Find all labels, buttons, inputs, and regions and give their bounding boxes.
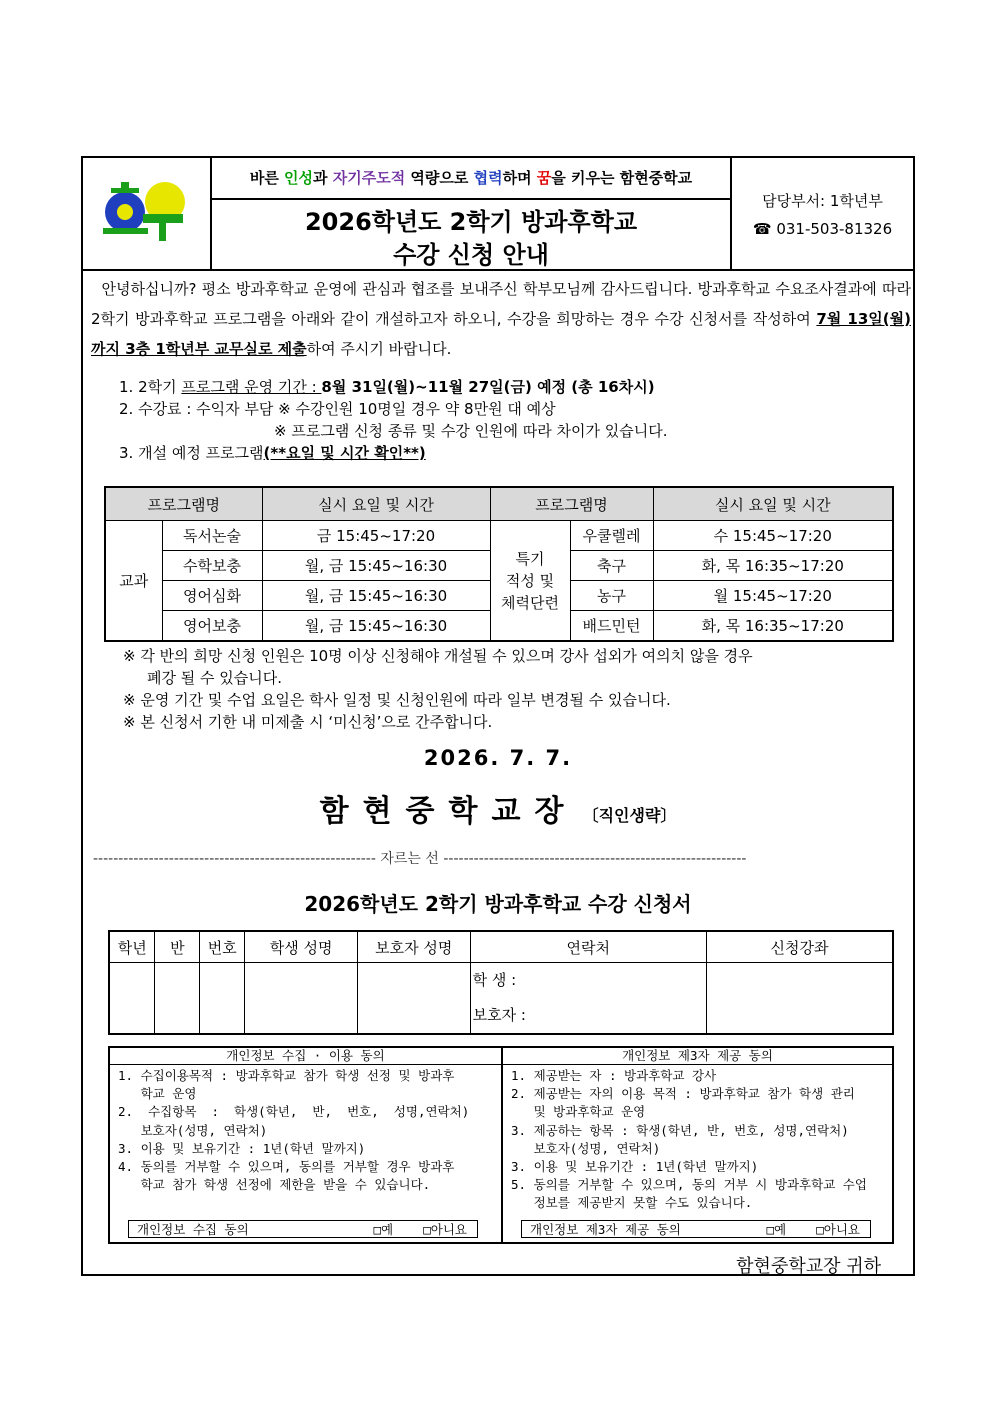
header-schedule-2: 실시 요일 및 시간 (653, 487, 893, 521)
motto-part: 협력 (473, 169, 503, 187)
program-name: 수학보충 (162, 551, 262, 581)
header-schedule: 실시 요일 및 시간 (262, 487, 490, 521)
school-motto (212, 158, 730, 200)
application-table (108, 930, 894, 1035)
application-header (109, 931, 893, 963)
cut-label: 자르는 선 (380, 851, 439, 867)
consent-collection-check (128, 1220, 478, 1238)
motto-part: 을 키우는 함현중학교 (551, 169, 693, 187)
col-class: 반 (155, 931, 200, 963)
program-name: 영어심화 (162, 581, 262, 611)
motto-part: 바른 (249, 169, 285, 187)
motto-part: 역량으로 (405, 169, 474, 187)
consent-line: 및 방과후학교 운영 (511, 1104, 646, 1120)
table-row (105, 521, 893, 551)
principal-name: 함현중학교장 (319, 794, 578, 829)
consent-collection-yes[interactable]: □예 (373, 1222, 394, 1237)
consent-line: 3. 이용 및 보유기간 : 1년(학년 말까지) (511, 1159, 759, 1175)
motto-part: 과 (313, 169, 333, 187)
grade-field[interactable] (109, 963, 155, 1035)
item-3 (119, 442, 899, 464)
application-row (109, 963, 893, 1035)
item-2-note: ※ 프로그램 신청 종류 및 수강 인원에 따라 차이가 있습니다. (274, 422, 668, 440)
phone-line (732, 220, 913, 238)
consent-collection-title: 개인정보 수집 · 이용 동의 (110, 1048, 501, 1065)
consent-third-party-no[interactable]: □아니요 (816, 1222, 860, 1237)
notice-title-line2: 수강 신청 안내 (393, 241, 549, 269)
col-number: 번호 (200, 931, 245, 963)
col-course: 신청강좌 (706, 931, 893, 963)
item-2: 2. 수강료 : 수익자 부담 ※ 수강인원 10명일 경우 약 8만원 대 예상 (119, 400, 556, 418)
seal-omitted: 〔직인생략〕 (582, 806, 677, 825)
parent-name-field[interactable] (357, 963, 470, 1035)
consent-line: 3. 제공하는 항목 : 학생(학년, 반, 번호, 성명,연락처) (511, 1122, 849, 1138)
program-time: 월, 금 15:45~16:30 (262, 581, 490, 611)
consent-collection (110, 1048, 503, 1242)
header-program-name: 프로그램명 (105, 487, 262, 521)
dept-label: 담당부서: 1학년부 (762, 192, 883, 210)
col-parent-name: 보호자 성명 (357, 931, 470, 963)
consent-line: 학교 참가 학생 선정에 제한을 받을 수 있습니다. (118, 1177, 431, 1193)
consent-third-party-label: 개인정보 제3자 제공 동의 (530, 1222, 681, 1237)
issue-date: 2026. 7. 7. (423, 746, 573, 770)
program-time: 수 15:45~17:20 (653, 521, 893, 551)
notice-title-line1: 2026학년도 2학기 방과후학교 (304, 208, 638, 236)
consent-line: 학교 운영 (118, 1086, 197, 1102)
consent-line: 4. 동의를 거부할 수 있으며, 동의를 거부할 경우 방과후 (118, 1159, 455, 1175)
info-items (119, 376, 899, 464)
consent-collection-label: 개인정보 수집 동의 (137, 1222, 249, 1237)
group-subject: 교과 (105, 521, 162, 642)
consent-line: 2. 수집항목 : 학생(학년, 반, 번호, 성명,연락처) (118, 1104, 470, 1120)
program-name: 독서논술 (162, 521, 262, 551)
group-line: 특기 (515, 549, 545, 568)
consent-third-party-title: 개인정보 제3자 제공 동의 (503, 1048, 892, 1065)
consent-collection-body (110, 1065, 501, 1194)
cut-dashes-right: ------------------------------------------------------------ (443, 851, 747, 867)
item-1-period: 8월 31일(월)~11월 27일(금) 예정 (총 16차시) (321, 378, 655, 396)
number-field[interactable] (200, 963, 245, 1035)
group-line: 체력단련 (501, 593, 559, 612)
note-2: ※ 운영 기간 및 수업 요일은 학사 일정 및 신청인원에 따라 일부 변경될 수 있습니다. (123, 691, 671, 709)
document-frame (81, 156, 915, 1276)
consent-line: 3. 이용 및 보유기간 : 1년(학년 말까지) (118, 1140, 366, 1156)
program-name: 우쿨렐레 (570, 521, 653, 551)
col-student-name: 학생 성명 (245, 931, 358, 963)
contact-field[interactable] (470, 963, 706, 1035)
consent-third-party-check (521, 1220, 871, 1238)
program-name: 배드민턴 (570, 611, 653, 642)
phone-icon: ☎ (752, 220, 772, 238)
consent-collection-no[interactable]: □아니요 (423, 1222, 467, 1237)
student-name-field[interactable] (245, 963, 358, 1035)
program-time: 화, 목 16:35~17:20 (653, 611, 893, 642)
program-time: 월 15:45~17:20 (653, 581, 893, 611)
addressee: 함현중학교장 귀하 (736, 1256, 881, 1277)
consent-third-party-yes[interactable]: □예 (766, 1222, 787, 1237)
logo-cell (83, 158, 212, 269)
motto-part: 하며 (502, 169, 537, 187)
motto-part: 꿈 (536, 169, 552, 187)
intro-paragraph (91, 274, 911, 364)
school-logo (83, 158, 210, 269)
program-time: 월, 금 15:45~16:30 (262, 611, 490, 642)
notes (123, 645, 903, 733)
motto-part: 자기주도적 (332, 169, 406, 187)
consent-line: 정보를 제공받지 못할 수도 있습니다. (511, 1195, 753, 1211)
note-1: ※ 각 반의 희망 신청 인원은 10명 이상 신청해야 개설될 수 있으며 강사 섭외가 여의치 않을 경우 (123, 647, 753, 665)
note-1-cont: 폐강 될 수 있습니다. (147, 669, 282, 687)
header-program-name-2: 프로그램명 (490, 487, 653, 521)
program-name: 축구 (570, 551, 653, 581)
cut-dashes-left: -------------------------------------------------------- (93, 851, 376, 867)
class-field[interactable] (155, 963, 200, 1035)
phone-number: 031-503-81326 (776, 220, 893, 238)
intro-text-end: 하여 주시기 바랍니다. (306, 340, 452, 358)
col-contact: 연락처 (470, 931, 706, 963)
intro-deadline: 7월 13일(월)까지 3층 1학년부 교무실로 제출 (91, 310, 911, 358)
item-1-label: 프로그램 운영 기간 : (181, 378, 322, 396)
contact-parent-label: 보호자 : (472, 1006, 526, 1024)
program-time: 금 15:45~17:20 (262, 521, 490, 551)
dept-cell (732, 158, 913, 269)
consent-third-party (503, 1048, 892, 1242)
principal-signature (83, 786, 913, 830)
consent-line: 보호자(성명, 연락처) (118, 1122, 268, 1138)
consent-third-party-body (503, 1065, 892, 1213)
consent-line: 5. 동의를 거부할 수 있으며, 동의 거부 시 방과후학교 수업 (511, 1177, 867, 1193)
intro-text: 안녕하십니까? 평소 방과후학교 운영에 관심과 협조를 보내주신 학부모님께 감사드립니다. 방과후학교 수요조사결과에 따라 2학기 방과후학교 프로그램을 아래와 같이 개설하고자 하오니, 수강을 희망하는 경우 수강 신청서를 작성하여 (91, 280, 911, 328)
consent-line: 보호자(성명, 연락처) (511, 1140, 661, 1156)
consent-line: 1. 제공받는 자 : 방과후학교 강사 (511, 1068, 717, 1083)
contact-student-label: 학 생 : (472, 971, 517, 989)
program-name: 농구 (570, 581, 653, 611)
form-title: 2026학년도 2학기 방과후학교 수강 신청서 (304, 892, 692, 916)
note-3: ※ 본 신청서 기한 내 미제출 시 ‘미신청’으로 간주합니다. (123, 713, 493, 731)
cut-line (93, 848, 908, 868)
program-table-header (105, 487, 893, 521)
consent-line: 2. 제공받는 자의 이용 목적 : 방과후학교 참가 학생 관리 (511, 1086, 855, 1102)
program-table (104, 486, 894, 642)
consent-box (108, 1046, 894, 1244)
item-3-emphasis: (**요일 및 시간 확인**) (263, 444, 426, 462)
program-name: 영어보충 (162, 611, 262, 642)
item-3-label: 3. 개설 예정 프로그램 (119, 444, 264, 462)
header (83, 158, 913, 271)
program-time: 월, 금 15:45~16:30 (262, 551, 490, 581)
course-field[interactable] (706, 963, 893, 1035)
item-1 (119, 376, 899, 398)
motto-part: 인성 (284, 169, 314, 187)
program-time: 화, 목 16:35~17:20 (653, 551, 893, 581)
item-1-num: 1. 2학기 (119, 378, 182, 396)
consent-line: 1. 수집이용목적 : 방과후학교 참가 학생 선정 및 방과후 (118, 1068, 455, 1083)
group-line: 적성 및 (505, 571, 555, 590)
title-cell (212, 158, 732, 269)
col-grade: 학년 (109, 931, 155, 963)
group-extracurricular (490, 521, 570, 642)
